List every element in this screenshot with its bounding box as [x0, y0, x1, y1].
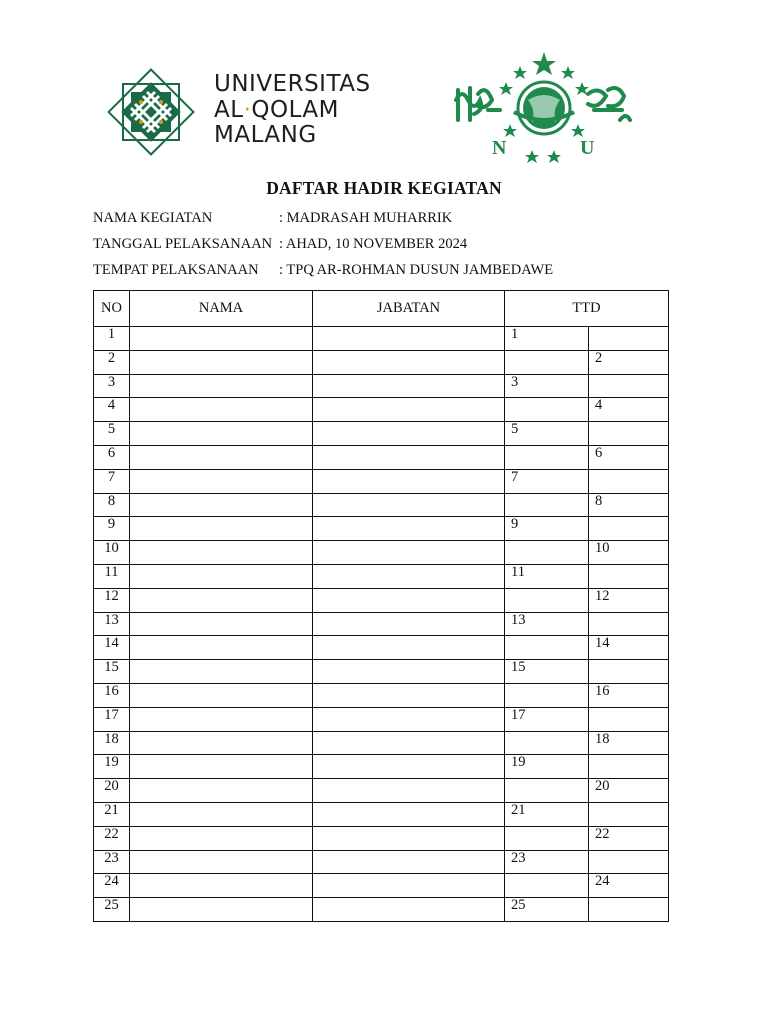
table-row: [94, 874, 669, 898]
header-nama: NAMA: [130, 291, 313, 327]
table-row: [94, 445, 669, 469]
ttd-right-cell[interactable]: [589, 564, 669, 588]
table-row: [94, 898, 669, 922]
ttd-left-cell[interactable]: [505, 874, 589, 898]
row-number: 14: [94, 636, 130, 660]
jabatan-cell[interactable]: [313, 850, 505, 874]
jabatan-cell[interactable]: [313, 898, 505, 922]
info-row-tanggal: [93, 236, 467, 253]
nama-cell[interactable]: [130, 517, 313, 541]
ttd-left-cell[interactable]: [505, 588, 589, 612]
ttd-left-cell[interactable]: [505, 350, 589, 374]
nu-letter-n: N: [492, 137, 507, 159]
ttd-left-cell[interactable]: 11: [505, 564, 589, 588]
row-number: 20: [94, 779, 130, 803]
jabatan-cell[interactable]: [313, 422, 505, 446]
gold-dot-icon: ·: [243, 96, 252, 123]
info-value: : MADRASAH MUHARRIK: [279, 210, 453, 226]
ttd-left-cell[interactable]: [505, 445, 589, 469]
ttd-right-cell[interactable]: [589, 422, 669, 446]
header-no: NO: [94, 291, 130, 327]
jabatan-cell[interactable]: [313, 517, 505, 541]
nama-cell[interactable]: [130, 636, 313, 660]
ttd-left-cell[interactable]: 13: [505, 612, 589, 636]
nama-cell[interactable]: [130, 374, 313, 398]
jabatan-cell[interactable]: [313, 755, 505, 779]
row-number: 23: [94, 850, 130, 874]
info-value: : AHAD, 10 NOVEMBER 2024: [279, 236, 468, 252]
jabatan-cell[interactable]: [313, 327, 505, 351]
jabatan-cell[interactable]: [313, 826, 505, 850]
nahdlatul-ulama-logo: [448, 50, 636, 165]
row-number: 12: [94, 588, 130, 612]
ttd-left-cell[interactable]: 25: [505, 898, 589, 922]
jabatan-cell[interactable]: [313, 493, 505, 517]
table-row: [94, 374, 669, 398]
table-row: [94, 802, 669, 826]
ttd-left-cell[interactable]: [505, 541, 589, 565]
university-line-1: UNIVERSITAS: [214, 71, 371, 97]
nama-cell[interactable]: [130, 493, 313, 517]
ttd-right-cell[interactable]: [589, 898, 669, 922]
table-row: [94, 517, 669, 541]
attendance-table: [93, 290, 669, 922]
ttd-right-cell[interactable]: 20: [589, 779, 669, 803]
table-row: [94, 636, 669, 660]
jabatan-cell[interactable]: [313, 612, 505, 636]
ttd-left-cell[interactable]: 7: [505, 469, 589, 493]
nama-cell[interactable]: [130, 398, 313, 422]
ttd-left-cell[interactable]: 3: [505, 374, 589, 398]
row-number: 15: [94, 660, 130, 684]
row-number: 16: [94, 683, 130, 707]
info-row-nama-kegiatan: [93, 210, 452, 227]
nama-cell[interactable]: [130, 588, 313, 612]
ttd-left-cell[interactable]: 1: [505, 327, 589, 351]
table-row: [94, 541, 669, 565]
ttd-right-cell[interactable]: 22: [589, 826, 669, 850]
info-label: TANGGAL PELAKSANAAN: [93, 236, 273, 252]
ttd-right-cell[interactable]: 10: [589, 541, 669, 565]
ttd-right-cell[interactable]: 6: [589, 445, 669, 469]
ttd-left-cell[interactable]: 19: [505, 755, 589, 779]
row-number: 19: [94, 755, 130, 779]
table-row: [94, 422, 669, 446]
ttd-right-cell[interactable]: 12: [589, 588, 669, 612]
ttd-right-cell[interactable]: [589, 517, 669, 541]
nama-cell[interactable]: [130, 422, 313, 446]
nama-cell[interactable]: [130, 660, 313, 684]
table-row: [94, 469, 669, 493]
table-row: [94, 612, 669, 636]
nama-cell[interactable]: [130, 541, 313, 565]
row-number: 13: [94, 612, 130, 636]
row-number: 25: [94, 898, 130, 922]
row-number: 4: [94, 398, 130, 422]
ttd-left-cell[interactable]: 17: [505, 707, 589, 731]
nama-cell[interactable]: [130, 683, 313, 707]
table-header-row: [94, 291, 669, 327]
info-row-tempat: [93, 262, 553, 279]
nama-cell[interactable]: [130, 826, 313, 850]
ttd-left-cell[interactable]: 9: [505, 517, 589, 541]
row-number: 5: [94, 422, 130, 446]
ttd-right-cell[interactable]: 18: [589, 731, 669, 755]
table-row: [94, 493, 669, 517]
ttd-left-cell[interactable]: 5: [505, 422, 589, 446]
ttd-right-cell[interactable]: [589, 327, 669, 351]
jabatan-cell[interactable]: [313, 350, 505, 374]
ttd-right-cell[interactable]: 4: [589, 398, 669, 422]
nama-cell[interactable]: [130, 802, 313, 826]
ttd-right-cell[interactable]: [589, 374, 669, 398]
nama-cell[interactable]: [130, 755, 313, 779]
universitas-al-qolam-logo: [105, 68, 197, 156]
ttd-right-cell[interactable]: [589, 850, 669, 874]
ttd-left-cell[interactable]: [505, 683, 589, 707]
nama-cell[interactable]: [130, 874, 313, 898]
table-row: [94, 850, 669, 874]
nama-cell[interactable]: [130, 469, 313, 493]
ttd-right-cell[interactable]: [589, 707, 669, 731]
jabatan-cell[interactable]: [313, 802, 505, 826]
ttd-right-cell[interactable]: 16: [589, 683, 669, 707]
jabatan-cell[interactable]: [313, 660, 505, 684]
table-row: [94, 564, 669, 588]
nama-cell[interactable]: [130, 779, 313, 803]
nama-cell[interactable]: [130, 898, 313, 922]
jabatan-cell[interactable]: [313, 779, 505, 803]
row-number: 11: [94, 564, 130, 588]
attendance-rows: [94, 327, 669, 922]
nama-cell[interactable]: [130, 445, 313, 469]
row-number: 7: [94, 469, 130, 493]
ttd-right-cell[interactable]: 8: [589, 493, 669, 517]
jabatan-cell[interactable]: [313, 731, 505, 755]
row-number: 9: [94, 517, 130, 541]
jabatan-cell[interactable]: [313, 564, 505, 588]
jabatan-cell[interactable]: [313, 683, 505, 707]
jabatan-cell[interactable]: [313, 398, 505, 422]
row-number: 2: [94, 350, 130, 374]
ttd-right-cell[interactable]: [589, 612, 669, 636]
ttd-left-cell[interactable]: [505, 636, 589, 660]
nama-cell[interactable]: [130, 564, 313, 588]
row-number: 1: [94, 327, 130, 351]
ttd-left-cell[interactable]: [505, 779, 589, 803]
jabatan-cell[interactable]: [313, 469, 505, 493]
row-number: 17: [94, 707, 130, 731]
jabatan-cell[interactable]: [313, 541, 505, 565]
ttd-left-cell[interactable]: [505, 826, 589, 850]
table-row: [94, 707, 669, 731]
nama-cell[interactable]: [130, 327, 313, 351]
jabatan-cell[interactable]: [313, 636, 505, 660]
jabatan-cell[interactable]: [313, 374, 505, 398]
table-row: [94, 327, 669, 351]
table-row: [94, 826, 669, 850]
ttd-right-cell[interactable]: 2: [589, 350, 669, 374]
jabatan-cell[interactable]: [313, 445, 505, 469]
row-number: 22: [94, 826, 130, 850]
info-label: NAMA KEGIATAN: [93, 210, 213, 226]
nu-letter-u: U: [580, 137, 595, 159]
table-row: [94, 398, 669, 422]
header-jabatan: JABATAN: [313, 291, 505, 327]
table-row: [94, 350, 669, 374]
info-value: : TPQ AR-ROHMAN DUSUN JAMBEDAWE: [279, 262, 554, 278]
table-row: [94, 755, 669, 779]
university-line-2: AL·QOLAM: [214, 96, 340, 123]
ttd-right-cell[interactable]: [589, 660, 669, 684]
ttd-left-cell[interactable]: [505, 731, 589, 755]
row-number: 10: [94, 541, 130, 565]
ttd-left-cell[interactable]: 21: [505, 802, 589, 826]
ttd-right-cell[interactable]: 14: [589, 636, 669, 660]
ttd-left-cell[interactable]: 23: [505, 850, 589, 874]
row-number: 8: [94, 493, 130, 517]
ttd-right-cell[interactable]: 24: [589, 874, 669, 898]
nama-cell[interactable]: [130, 731, 313, 755]
university-name: [214, 72, 371, 149]
table-row: [94, 731, 669, 755]
jabatan-cell[interactable]: [313, 588, 505, 612]
ttd-right-cell[interactable]: [589, 469, 669, 493]
university-line-3: MALANG: [214, 122, 317, 148]
info-label: TEMPAT PELAKSANAAN: [93, 262, 259, 278]
table-row: [94, 660, 669, 684]
nama-cell[interactable]: [130, 707, 313, 731]
ttd-left-cell[interactable]: [505, 398, 589, 422]
row-number: 18: [94, 731, 130, 755]
ttd-right-cell[interactable]: [589, 802, 669, 826]
page-title: DAFTAR HADIR KEGIATAN: [266, 178, 502, 198]
jabatan-cell[interactable]: [313, 707, 505, 731]
row-number: 21: [94, 802, 130, 826]
row-number: 3: [94, 374, 130, 398]
row-number: 6: [94, 445, 130, 469]
table-row: [94, 588, 669, 612]
ttd-left-cell[interactable]: [505, 493, 589, 517]
ttd-right-cell[interactable]: [589, 755, 669, 779]
nama-cell[interactable]: [130, 612, 313, 636]
ttd-left-cell[interactable]: 15: [505, 660, 589, 684]
table-row: [94, 683, 669, 707]
jabatan-cell[interactable]: [313, 874, 505, 898]
row-number: 24: [94, 874, 130, 898]
nama-cell[interactable]: [130, 350, 313, 374]
header-ttd: TTD: [505, 291, 669, 327]
table-row: [94, 779, 669, 803]
nama-cell[interactable]: [130, 850, 313, 874]
